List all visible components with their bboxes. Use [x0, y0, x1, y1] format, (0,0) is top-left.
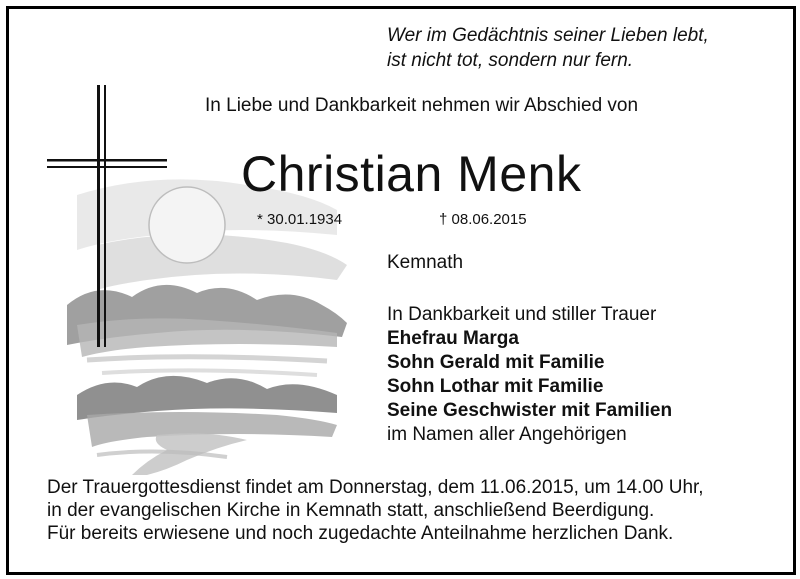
mourner-name: Sohn Lothar mit Familie: [387, 376, 604, 397]
service-line-2: in der evangelischen Kirche in Kemnath statt, anschließend Beerdigung.: [47, 500, 655, 521]
service-line-1: Der Trauergottesdienst findet am Donnerstag, dem 11.06.2015, um 14.00 Uhr,: [47, 477, 704, 498]
mourners-block: [387, 303, 672, 447]
death-date: † 08.06.2015: [439, 211, 527, 228]
landscape-illustration: [37, 75, 377, 475]
mourner-name: Sohn Gerald mit Familie: [387, 352, 605, 373]
mourners-closing: im Namen aller Angehörigen: [387, 424, 627, 445]
service-info: [47, 476, 704, 545]
sun-icon: [149, 187, 225, 263]
obituary-notice: [6, 6, 796, 575]
mourners-lead: In Dankbarkeit und stiller Trauer: [387, 304, 657, 325]
place-name: Kemnath: [387, 252, 464, 273]
quote-line-1: Wer im Gedächtnis seiner Lieben lebt,: [387, 25, 709, 46]
birth-date: * 30.01.1934: [257, 211, 343, 228]
intro-text: In Liebe und Dankbarkeit nehmen wir Abschied von: [205, 95, 639, 116]
mourner-name: Ehefrau Marga: [387, 328, 519, 349]
service-line-3: Für bereits erwiesene und noch zugedachte Anteilnahme herzlichen Dank.: [47, 523, 674, 544]
mourner-name: Seine Geschwister mit Familien: [387, 400, 673, 421]
memorial-quote: [387, 23, 709, 73]
quote-line-2: ist nicht tot, sondern nur fern.: [387, 50, 634, 71]
deceased-name: Christian Menk: [241, 146, 582, 202]
